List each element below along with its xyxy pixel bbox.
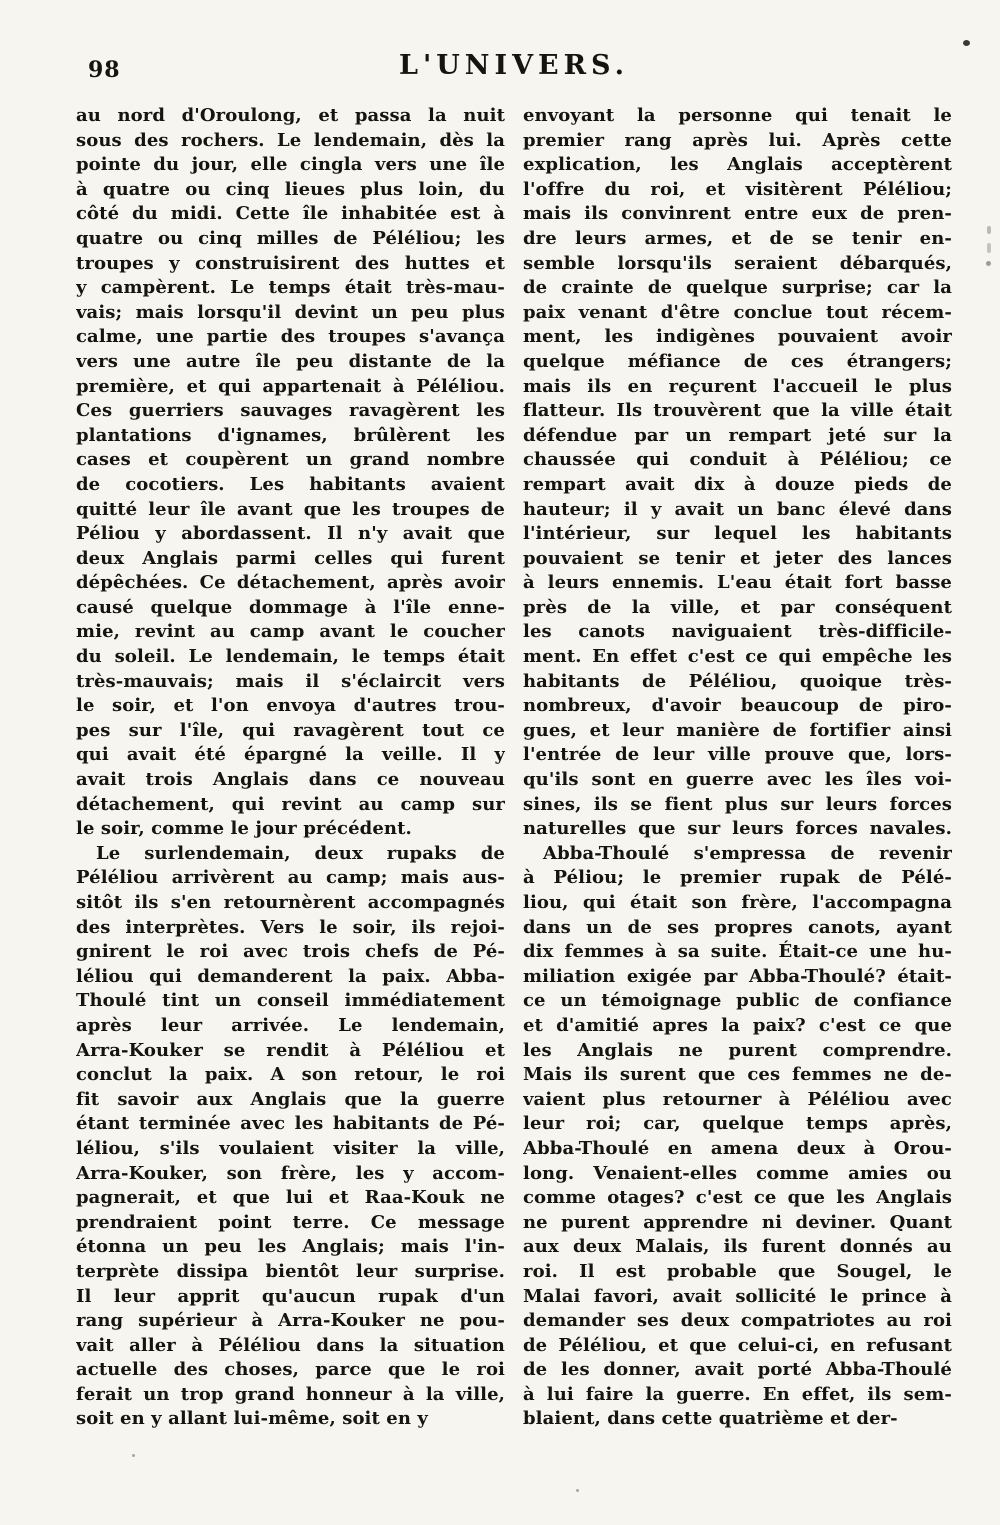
text-line: le soir, et l'on envoya d'autres trou-	[76, 695, 505, 717]
text-line: Ces guerriers sauvages ravagèrent les	[76, 400, 505, 422]
text-line: cases et coupèrent un grand nombre	[76, 449, 505, 471]
text-line: pes sur l'île, qui ravagèrent tout ce	[76, 719, 505, 741]
text-line: Mais ils surent que ces femmes ne de-	[523, 1064, 952, 1086]
text-line: plantations d'ignames, brûlèrent les	[76, 424, 505, 446]
text-line: dix femmes à sa suite. Était-ce une hu-	[523, 941, 952, 963]
text-line: détachement, qui revint au camp sur	[76, 793, 505, 815]
text-line: ne purent apprendre ni deviner. Quant	[523, 1211, 952, 1233]
text-line: quelque méfiance de ces étrangers;	[523, 350, 952, 372]
text-line: vers une autre île peu distante de la	[76, 350, 505, 372]
text-line: au nord d'Oroulong, et passa la nuit	[76, 105, 505, 126]
text-line: prendraient point terre. Ce message	[76, 1211, 505, 1233]
ink-speck	[987, 226, 991, 234]
text-line: étonna un peu les Anglais; mais l'in-	[76, 1236, 505, 1258]
text-line: et d'amitié apres la paix? c'est ce que	[523, 1014, 952, 1036]
text-line: léliou, s'ils voulaient visiter la ville,	[76, 1137, 505, 1159]
text-line: vais; mais lorsqu'il devint un peu plus	[76, 301, 505, 323]
ink-speck	[963, 40, 970, 46]
page-number: 98	[88, 57, 121, 83]
text-line: près de la ville, et par conséquent	[523, 596, 952, 618]
text-line: roi. Il est probable que Sougel, le	[523, 1260, 952, 1282]
text-columns	[76, 104, 952, 1432]
text-line: explication, les Anglais acceptèrent	[523, 154, 952, 176]
text-line: liou, qui était son frère, l'accompagna	[523, 892, 952, 913]
text-line: sitôt ils s'en retournèrent accompagnés	[76, 892, 505, 913]
text-line: l'offre du roi, et visitèrent Péléliou;	[523, 178, 952, 200]
text-line: à leurs ennemis. L'eau était fort basse	[523, 572, 952, 594]
text-line: quatre ou cinq milles de Péléliou; les	[76, 227, 505, 249]
text-line: étant terminée avec les habitants de Pé-	[76, 1113, 505, 1135]
text-line: conclut la paix. A son retour, le roi	[76, 1064, 505, 1086]
left-column	[76, 104, 505, 1432]
running-title: L'UNIVERS.	[398, 50, 629, 81]
text-line: long. Venaient-elles comme amies ou	[523, 1162, 952, 1184]
text-line: à lui faire la guerre. En effet, ils sem-	[523, 1383, 952, 1405]
text-line: quitté leur île avant que les troupes de	[76, 498, 505, 520]
text-line: dépêchées. Ce détachement, après avoir	[76, 572, 505, 594]
text-line: mie, revint au camp avant le coucher	[76, 621, 505, 643]
text-line: flatteur. Ils trouvèrent que la ville était	[523, 400, 952, 422]
right-column	[523, 104, 952, 1432]
text-line: des interprètes. Vers le soir, ils rejoi-	[76, 916, 505, 938]
text-line: dre leurs armes, et de se tenir en-	[523, 227, 952, 249]
text-line: vaient plus retourner à Péléliou avec	[523, 1088, 952, 1110]
text-line: Péliou y abordassent. Il n'y avait que	[76, 523, 505, 545]
ink-speck	[132, 1454, 135, 1457]
text-line: hauteur; il y avait un banc élevé dans	[523, 498, 952, 520]
text-line: envoyant la personne qui tenait le	[523, 105, 952, 126]
text-line: le soir, comme le jour précédent.	[76, 818, 412, 840]
text-line: mais ils en reçurent l'accueil le plus	[523, 375, 952, 397]
text-line: côté du midi. Cette île inhabitée est à	[76, 203, 505, 225]
text-line: aux deux Malais, ils furent donnés au	[523, 1236, 952, 1258]
text-line: pagnerait, et que lui et Raa-Kouk ne	[76, 1187, 505, 1209]
text-line: dans un de ses propres canots, ayant	[523, 916, 952, 938]
text-line: habitants de Péléliou, quoique très-	[523, 670, 952, 692]
text-line: pouvaient se tenir et jeter des lances	[523, 547, 952, 569]
text-line: Malai favori, avait sollicité le prince à	[523, 1285, 952, 1307]
ink-speck	[986, 261, 991, 266]
text-line: mais ils convinrent entre eux de pren-	[523, 203, 952, 225]
text-line: léliou qui demanderent la paix. Abba-	[76, 965, 505, 987]
text-line: actuelle des choses, parce que le roi	[76, 1359, 505, 1381]
text-line: à Péliou; le premier rupak de Pélé-	[523, 867, 952, 889]
text-line: pointe du jour, elle cingla vers une île	[76, 154, 505, 176]
text-line: deux Anglais parmi celles qui furent	[76, 547, 505, 569]
text-line: à quatre ou cinq lieues plus loin, du	[76, 178, 505, 200]
text-line: comme otages? c'est ce que les Anglais	[523, 1187, 952, 1209]
text-line: très-mauvais; mais il s'éclaircit vers	[76, 670, 505, 692]
text-line: fit savoir aux Anglais que la guerre	[76, 1088, 505, 1110]
text-line: sous des rochers. Le lendemain, dès la	[76, 129, 505, 151]
text-line: paix venant d'être conclue tout récem-	[523, 301, 952, 323]
ink-speck	[987, 243, 991, 253]
text-line: causé quelque dommage à l'île enne-	[76, 596, 505, 618]
text-line: de les donner, avait porté Abba-Thoulé	[523, 1359, 952, 1381]
text-line: gnirent le roi avec trois chefs de Pé-	[76, 941, 505, 963]
text-line: nombreux, d'avoir beaucoup de piro-	[523, 695, 952, 717]
page-header	[76, 50, 952, 88]
text-line: terprète dissipa bientôt leur surprise.	[76, 1260, 505, 1282]
text-line: calme, une partie des troupes s'avança	[76, 326, 505, 348]
text-line: leur roi; car, quelque temps après,	[523, 1113, 952, 1135]
text-line: blaient, dans cette quatrième et der-	[523, 1408, 898, 1430]
text-line: troupes y construisirent des huttes et	[76, 252, 505, 274]
text-line: Abba-Thoulé en amena deux à Orou-	[523, 1137, 952, 1159]
text-line: les canots naviguaient très-difficile-	[523, 621, 952, 643]
text-line: demander ses deux compatriotes au roi	[523, 1310, 952, 1332]
text-line: ferait un trop grand honneur à la ville,	[76, 1383, 505, 1405]
text-line: vait aller à Péléliou dans la situation	[76, 1334, 505, 1356]
text-line: gues, et leur manière de fortifier ainsi	[523, 719, 952, 741]
text-line: les Anglais ne purent comprendre.	[523, 1039, 952, 1061]
text-line: Arra-Kouker se rendit à Péléliou et	[76, 1039, 505, 1061]
text-line: Le surlendemain, deux rupaks de	[96, 842, 505, 864]
text-line: y campèrent. Le temps était très-mau-	[76, 277, 505, 299]
text-line: Thoulé tint un conseil immédiatement	[76, 990, 505, 1012]
text-line: de Péléliou, et que celui-ci, en refusant	[523, 1334, 952, 1356]
text-line: qui avait été épargné la veille. Il y	[76, 744, 505, 766]
text-line: Arra-Kouker, son frère, les y accom-	[76, 1162, 505, 1184]
text-line: défendue par un rempart jeté sur la	[523, 424, 952, 446]
text-line: Il leur apprit qu'aucun rupak d'un	[76, 1285, 505, 1307]
text-line: sines, ils se fient plus sur leurs forces	[523, 793, 952, 815]
text-line: qu'ils sont en guerre avec les îles voi-	[523, 769, 952, 791]
text-line: ce un témoignage public de confiance	[523, 990, 952, 1012]
text-line: avait trois Anglais dans ce nouveau	[76, 769, 505, 791]
ink-speck	[576, 1489, 579, 1492]
text-line: rempart avait dix à douze pieds de	[523, 473, 952, 495]
text-line: après leur arrivée. Le lendemain,	[76, 1014, 505, 1036]
text-line: ment. En effet c'est ce qui empêche les	[523, 646, 952, 668]
text-line: rang supérieur à Arra-Kouker ne pou-	[76, 1310, 505, 1332]
text-line: naturelles que sur leurs forces navales.	[523, 818, 952, 840]
text-line: du soleil. Le lendemain, le temps était	[76, 646, 505, 668]
text-line: ment, les indigènes pouvaient avoir	[523, 326, 952, 348]
text-line: de crainte de quelque surprise; car la	[523, 277, 952, 299]
text-line: chaussée qui conduit à Péléliou; ce	[523, 449, 952, 471]
text-line: soit en y allant lui-même, soit en y	[76, 1408, 428, 1430]
text-line: Péléliou arrivèrent au camp; mais aus-	[76, 867, 505, 889]
text-line: miliation exigée par Abba-Thoulé? était-	[523, 965, 952, 987]
text-line: semble lorsqu'ils seraient débarqués,	[523, 252, 952, 274]
text-line: l'entrée de leur ville prouve que, lors-	[523, 744, 952, 766]
text-line: première, et qui appartenait à Péléliou.	[76, 375, 505, 397]
text-line: l'intérieur, sur lequel les habitants	[523, 523, 952, 545]
text-line: de cocotiers. Les habitants avaient	[76, 473, 505, 495]
text-line: Abba-Thoulé s'empressa de revenir	[543, 842, 952, 864]
text-line: premier rang après lui. Après cette	[523, 129, 952, 151]
